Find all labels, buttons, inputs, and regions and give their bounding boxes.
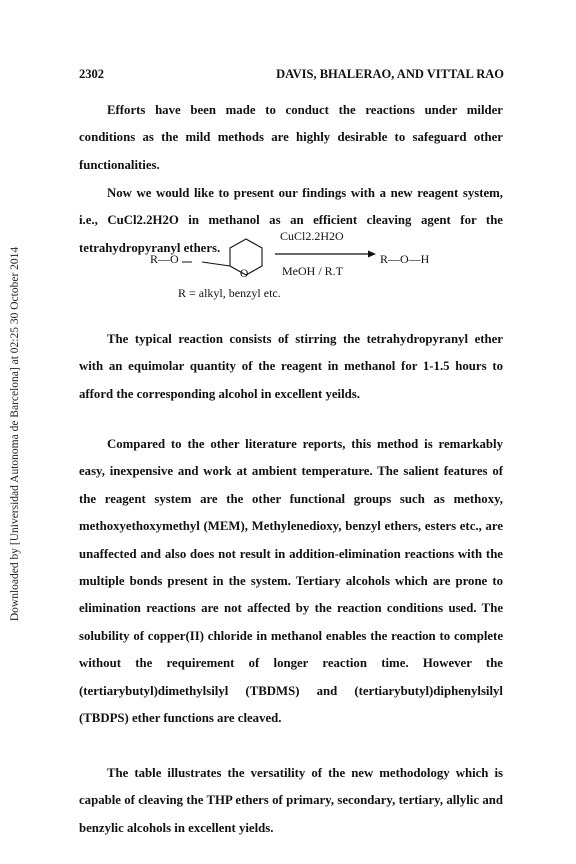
running-head: DAVIS, BHALERAO, AND VITTAL RAO (276, 67, 504, 81)
substituent-condition: R = alkyl, benzyl etc. (178, 286, 281, 300)
paragraph-1: Efforts have been made to conduct the reactions under milder conditions as the mild methods are highly desirable to safeguard other functionalities. (79, 103, 503, 172)
paragraph-4: Compared to the other literature reports, this method is remarkably easy, inexpensive and work at ambient temperature. The salient features of the reagent system are the other functional groups such as methoxy, methoxyethoxymethyl (MEM), Methylenedioxy, benzyl ethers, esters etc., are unaffected and also does not result in addition-elimination reactions with the multiple bonds present in the system. Tertiary alcohols which are prone to elimination reactions are not affected by the reaction conditions used. The solubility of copper(II) chloride in methanol enables the reaction to complete without the requirement of longer reaction time. However the (tertiarybutyl)dimethylsilyl (TBDMS) and (tertiarybutyl)diphenylsilyl (TBDPS) ether functions are cleaved. (79, 437, 503, 726)
paragraph-2: Now we would like to present our findings with a new reagent system, i.e., CuCl2.2H2O in methanol as an efficient cleaving agent for the tetrahydropyranyl ethers. (79, 186, 503, 255)
reagent-top: CuCl2.2H2O (280, 229, 344, 243)
reaction-scheme (150, 216, 450, 321)
paragraph-5: The table illustrates the versatility of the new methodology which is capable of cleaving the THP ethers of primary, secondary, tertiary, allylic and benzylic alcohols in excellent yields. (79, 766, 503, 835)
ring-oxygen-label: O (240, 268, 249, 280)
download-note: Downloaded by [Universidad Autonoma de Barcelona] at 02:25 30 October 2014 (9, 246, 21, 622)
reagent-bottom: MeOH / R.T (282, 264, 343, 278)
o-ring-bond (202, 262, 230, 266)
page-number: 2302 (79, 67, 104, 81)
product-label: R—O—H (380, 252, 430, 266)
reactant-label: R—O (150, 252, 179, 266)
download-watermark (5, 204, 25, 664)
paragraph-3: The typical reaction consists of stirring the tetrahydropyranyl ether with an equimolar quantity of the reagent in methanol for 1-1.5 hours to afford the corresponding alcohol in excellent yeilds. (79, 332, 503, 401)
reaction-arrow-head (368, 251, 376, 258)
